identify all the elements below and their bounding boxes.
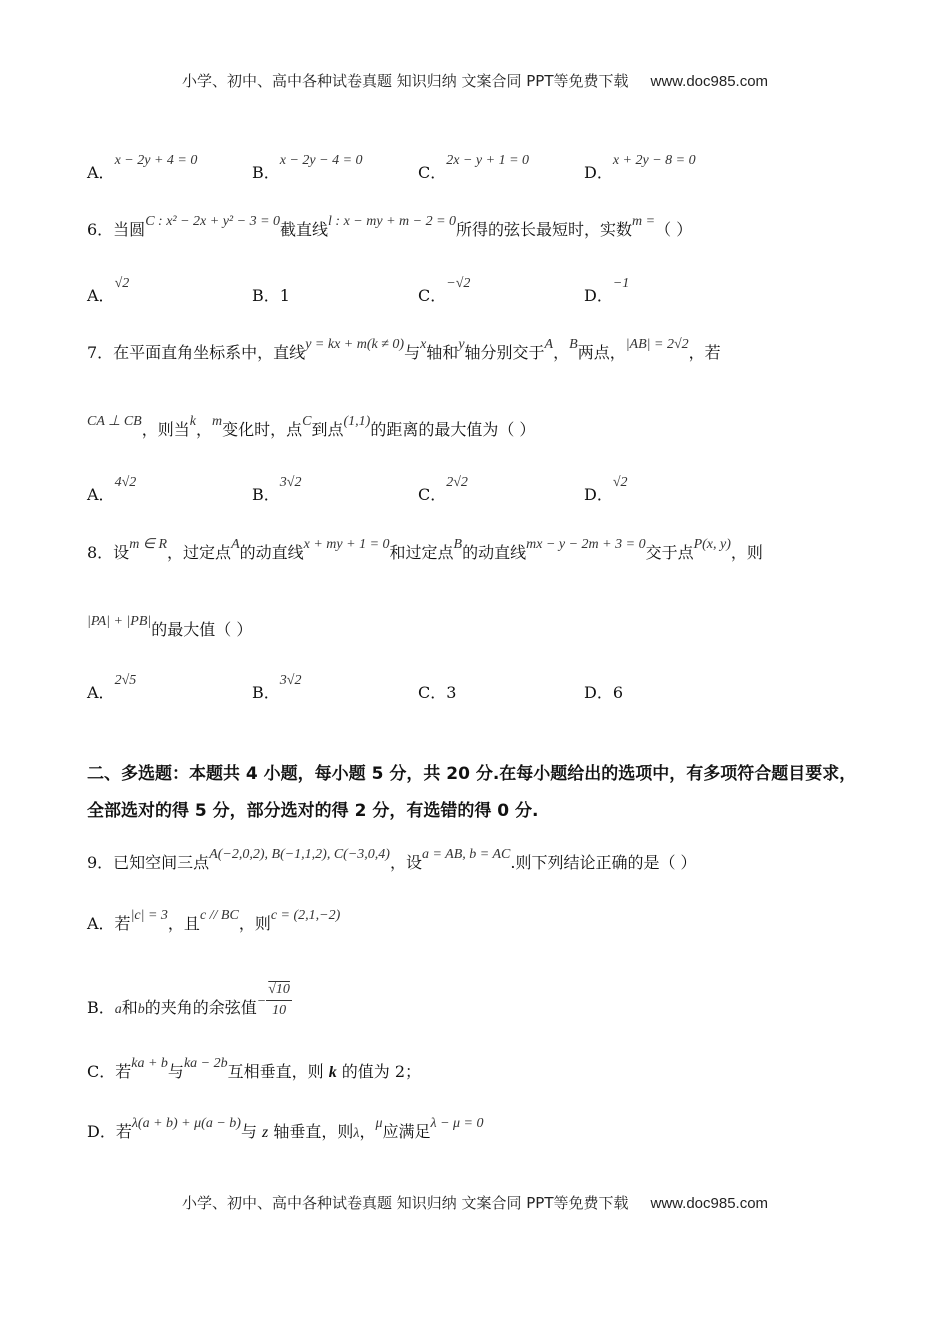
q9-option-d[interactable]: D．若λ(a + b) + μ(a − b)与 z 轴垂直，则λ，μ应满足λ − μ = 0 [87, 1116, 484, 1141]
math: √2 [612, 475, 628, 490]
math: c // BC [199, 908, 239, 923]
math: 2√2 [446, 475, 468, 490]
question-6: 6．当圆C : x² − 2x + y² − 3 = 0截直线l : x − my + m − 2 = 0所得的弦长最短时，实数m =（ ） [87, 214, 693, 239]
math: y [458, 337, 465, 352]
section-2-heading: 二、多选题：本题共 4 小题，每小题 5 分，共 20 分.在每小题给出的选项中，有多项符合题目要求，全部选对的得 5 分，部分选对的得 2 分，有选错的得 0 分. [87, 764, 857, 821]
math: λ(a + b) + μ(a − b) [131, 1116, 241, 1131]
math: (1,1) [343, 414, 371, 429]
math: 1 [279, 286, 290, 305]
q7-option-c[interactable]: C．2√2 [418, 475, 468, 504]
math: mx − y − 2m + 3 = 0 [526, 537, 646, 552]
fraction: $\frac{√10}{10}$ [268, 982, 290, 1018]
math: m ∈ R [129, 537, 168, 552]
question-8: 8．设m ∈ R，过定点A的动直线x + my + 1 = 0和过定点B的动直线mx − y − 2m + 3 = 0交于点P(x, y)，则 [87, 537, 763, 562]
math: λ − μ = 0 [430, 1116, 484, 1131]
math: k [189, 414, 196, 429]
math: x + 2y − 8 = 0 [612, 153, 696, 168]
q8-option-b[interactable]: B．3√2 [252, 673, 302, 702]
math: 4√2 [114, 475, 137, 490]
math: ka + b [131, 1056, 168, 1071]
math: x [420, 337, 427, 352]
math: √2 [114, 276, 130, 291]
q6-option-a[interactable]: A．√2 [87, 276, 130, 305]
math: y = kx + m(k ≠ 0) [305, 337, 405, 352]
math: A(−2,0,2), B(−1,1,2), C(−3,0,4) [209, 847, 390, 862]
q8-option-a[interactable]: A．2√5 [87, 673, 137, 702]
math: x − 2y + 4 = 0 [114, 153, 198, 168]
math: A [544, 337, 554, 352]
q8-option-d[interactable]: D．6 [584, 683, 624, 702]
q6-option-d[interactable]: D．−1 [584, 276, 630, 305]
math: |AB| = 2√2 [625, 337, 689, 352]
q9-option-a[interactable]: A．若|c| = 3，且c // BC，则c = (2,1,−2) [87, 908, 341, 933]
header-url[interactable]: www.doc985.com [650, 73, 769, 90]
question-7-cont: CA ⊥ CB，则当k，m变化时，点C到点(1,1)的距离的最大值为（ ） [87, 414, 536, 439]
q8-option-c[interactable]: C．3 [418, 683, 457, 702]
q9-option-b[interactable]: B．a和b的夹角的余弦值− $\frac{√10}{10}$ [87, 988, 292, 1029]
question-9: 9．已知空间三点A(−2,0,2), B(−1,1,2), C(−3,0,4)，设a = AB, b = AC.则下列结论正确的是（ ） [87, 847, 697, 872]
math: 3√2 [279, 475, 302, 490]
math: m = [632, 214, 656, 229]
q6-option-b[interactable]: B．1 [252, 286, 290, 305]
q6-option-c[interactable]: C．−√2 [418, 276, 471, 305]
q5-option-a[interactable]: A．x − 2y + 4 = 0 [87, 153, 198, 182]
footer-text: 小学、初中、高中各种试卷真题 知识归纳 文案合同 PPT等免费下载 [181, 1194, 629, 1212]
math: c = (2,1,−2) [270, 908, 341, 923]
math: x − 2y − 4 = 0 [279, 153, 363, 168]
math: a = AB, b = AC [421, 847, 511, 862]
math: C : x² − 2x + y² − 3 = 0 [145, 214, 281, 229]
q5-option-b[interactable]: B．x − 2y − 4 = 0 [252, 153, 363, 182]
math: CA ⊥ CB [87, 414, 142, 429]
math: C [302, 414, 312, 429]
math: |PA| + |PB| [87, 614, 152, 629]
math: a [114, 1002, 122, 1017]
math: ka − 2b [183, 1056, 228, 1071]
footer-url[interactable]: www.doc985.com [650, 1195, 769, 1212]
math: B [453, 537, 463, 552]
math: |c| = 3 [130, 908, 168, 923]
question-8-cont: |PA| + |PB|的最大值（ ） [87, 614, 253, 639]
math: 2√5 [114, 673, 137, 688]
header-text: 小学、初中、高中各种试卷真题 知识归纳 文案合同 PPT等免费下载 [181, 72, 629, 90]
math: P(x, y) [693, 537, 731, 552]
math: l : x − my + m − 2 = 0 [328, 214, 457, 229]
math: −1 [612, 276, 630, 291]
math: −√2 [446, 276, 471, 291]
page-footer [0, 1192, 950, 1213]
q5-option-d[interactable]: D．x + 2y − 8 = 0 [584, 153, 696, 182]
math: 2x − y + 1 = 0 [446, 153, 530, 168]
math: 3√2 [279, 673, 302, 688]
q7-option-a[interactable]: A．4√2 [87, 475, 137, 504]
math: B [569, 337, 578, 352]
math: A [231, 537, 240, 552]
math: − [256, 994, 267, 1009]
q9-option-c[interactable]: C．若ka + b与ka − 2b互相垂直，则 k 的值为 2； [87, 1056, 422, 1081]
math: λ [353, 1126, 360, 1141]
q5-option-c[interactable]: C．2x − y + 1 = 0 [418, 153, 530, 182]
q7-option-d[interactable]: D．√2 [584, 475, 628, 504]
math: m [211, 414, 223, 429]
math: x + my + 1 = 0 [303, 537, 390, 552]
question-7: 7．在平面直角坐标系中，直线y = kx + m(k ≠ 0)与x轴和y轴分别交于A，B两点，|AB| = 2√2，若 [87, 337, 721, 362]
math: b [137, 1002, 145, 1017]
page-header [0, 70, 950, 91]
math: μ [375, 1116, 383, 1131]
q7-option-b[interactable]: B．3√2 [252, 475, 302, 504]
